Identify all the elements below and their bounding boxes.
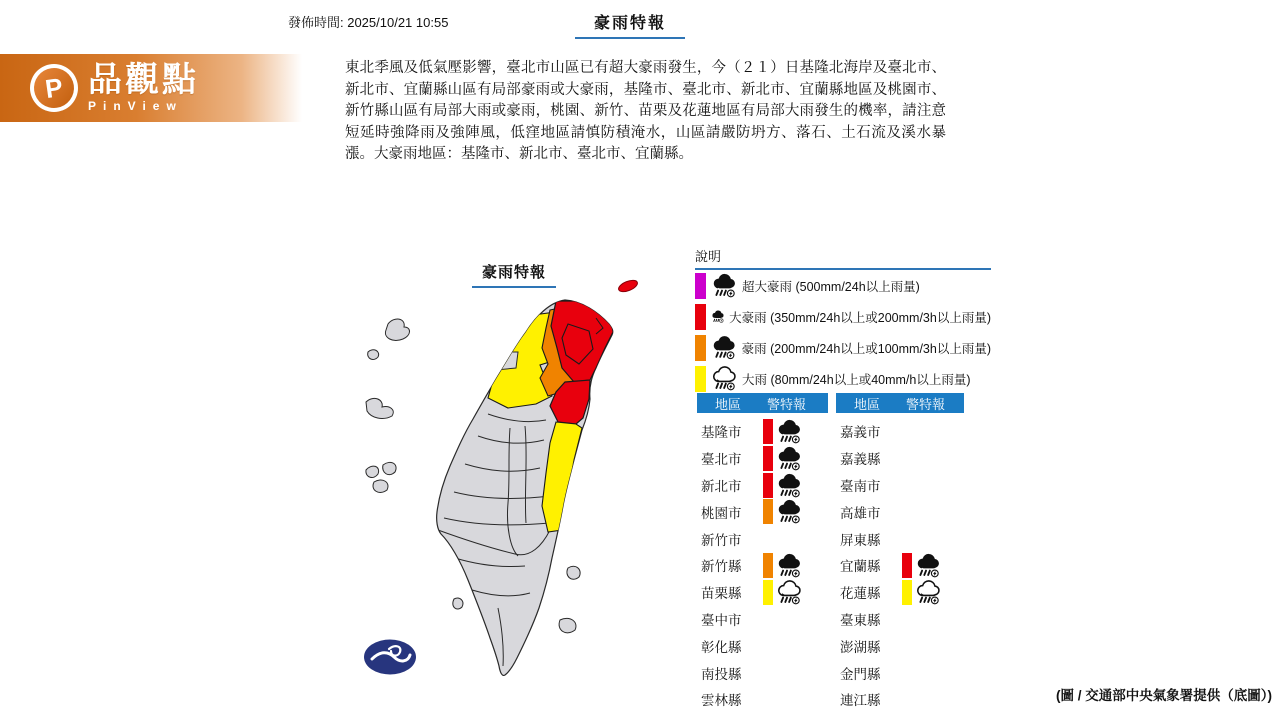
legend-rows: [695, 270, 991, 394]
page-title: 豪雨特報: [575, 10, 685, 39]
table-header: [697, 393, 828, 413]
brand-banner: [0, 54, 302, 122]
warning-level-bar: [763, 499, 773, 524]
table-row: [836, 445, 964, 472]
legend-item: [695, 301, 991, 332]
taiwan-map-svg: [360, 268, 690, 712]
legend-color-swatch: [695, 366, 706, 392]
legend-item-label: 大雨 (80mm/24h以上或40mm/h以上雨量): [742, 372, 971, 387]
table-row: [697, 525, 828, 552]
warning-level-bar: [763, 446, 773, 471]
pinview-logo-icon: [30, 64, 78, 112]
warning-cell: [763, 445, 803, 472]
warning-level-bar: [763, 419, 773, 444]
region-name: 南投縣: [701, 666, 742, 682]
legend-color-swatch: [695, 304, 706, 330]
legend-item: [695, 363, 991, 394]
warning-level-bar: [902, 580, 912, 605]
legend-item-label: 大豪雨 (350mm/24h以上或200mm/3h以上雨量): [729, 310, 991, 325]
dark-rain-cloud-icon: [776, 498, 803, 525]
column-header-warning: 警特報: [767, 396, 807, 412]
region-name: 宜蘭縣: [840, 559, 881, 575]
dark-rain-cloud-icon: [776, 472, 803, 499]
region-name: 雲林縣: [701, 693, 742, 709]
table-row: [836, 659, 964, 686]
dark-rain-cloud-icon: [915, 552, 942, 579]
table-row: [697, 632, 828, 659]
warning-level-bar: [763, 553, 773, 578]
legend-item: [695, 270, 991, 301]
region-name: 新竹市: [701, 532, 742, 548]
warning-cell: [763, 472, 803, 499]
table-body: [836, 418, 964, 713]
warning-cell: [763, 418, 803, 445]
column-header-warning: 警特報: [906, 396, 946, 412]
region-name: 臺北市: [701, 452, 742, 468]
legend-item: [695, 332, 991, 363]
light-rain-cloud-icon: [776, 579, 803, 606]
table-row: [697, 472, 828, 499]
warning-level-bar: [902, 553, 912, 578]
legend-color-swatch: [695, 273, 706, 299]
legend: [695, 246, 991, 394]
table-header: [836, 393, 964, 413]
table-row: [697, 606, 828, 633]
warning-cell: [763, 579, 803, 606]
region-name: 基隆市: [701, 425, 742, 441]
legend-title: 說明: [695, 246, 991, 270]
table-row: [836, 418, 964, 445]
region-name: 嘉義縣: [840, 452, 881, 468]
region-name: 苗栗縣: [701, 586, 742, 602]
column-header-region: 地區: [715, 396, 742, 412]
region-name: 金門縣: [840, 666, 881, 682]
table-row: [697, 445, 828, 472]
table-row: [697, 686, 828, 713]
map-title: 豪雨特報: [472, 261, 556, 288]
article-body: 東北季風及低氣壓影響，臺北市山區已有超大豪雨發生，今（２１）日基隆北海岸及臺北市、新北市、宜蘭縣山區有局部豪雨或大豪雨，基隆市、臺北市、新北市、宜蘭縣地區及桃園市、新竹縣山區有局部大雨或豪雨，桃園、新竹、苗栗及花蓮地區有局部大雨發生的機率，請注意短延時強降雨及強陣風，低窪地區請慎防積淹水，山區請嚴防坍方、落石、土石流及溪水暴漲。大豪雨地區：基隆市、新北市、臺北市、宜蘭縣。: [345, 60, 946, 162]
legend-color-swatch: [695, 335, 706, 361]
region-name: 臺中市: [701, 612, 742, 628]
region-name: 連江縣: [840, 693, 881, 709]
table-row: [836, 525, 964, 552]
warning-cell: [763, 552, 803, 579]
table-body: [697, 418, 828, 713]
table-row: [836, 498, 964, 525]
table-row: [836, 472, 964, 499]
table-row: [697, 498, 828, 525]
brand-name-en: PinView: [88, 99, 183, 113]
legend-item-label: 超大豪雨 (500mm/24h以上雨量): [742, 279, 920, 294]
dark-rain-cloud-icon: [776, 552, 803, 579]
keelung-islet: [617, 278, 639, 294]
taiwan-warning-map: [360, 268, 690, 712]
dark-rain-cloud-icon: [711, 303, 725, 330]
table-row: [836, 686, 964, 713]
light-rain-cloud-icon: [711, 365, 738, 392]
table-row: [697, 659, 828, 686]
region-name: 新竹縣: [701, 559, 742, 575]
region-name: 澎湖縣: [840, 639, 881, 655]
table-row: [836, 606, 964, 633]
brand-text: [88, 63, 199, 113]
table-row: [836, 579, 964, 606]
table-row: [697, 418, 828, 445]
region-name: 桃園市: [701, 505, 742, 521]
column-header-region: 地區: [854, 396, 881, 412]
warning-level-bar: [763, 580, 773, 605]
legend-item-label: 豪雨 (200mm/24h以上或100mm/3h以上雨量): [741, 341, 991, 356]
pinview-monogram: P: [31, 65, 76, 110]
region-name: 新北市: [701, 478, 742, 494]
region-name: 高雄市: [840, 505, 881, 521]
warning-table-right: [836, 393, 964, 713]
region-name: 臺南市: [840, 478, 881, 494]
region-name: 臺東縣: [840, 612, 881, 628]
brand-name-zh: 品觀點: [88, 61, 199, 99]
warning-cell: [763, 498, 803, 525]
dark-rain-cloud-icon: [711, 272, 738, 299]
light-rain-cloud-icon: [915, 579, 942, 606]
dark-rain-cloud-icon: [711, 334, 738, 361]
map-source-credit: (圖 / 交通部中央氣象署提供（底圖）): [1056, 688, 1272, 703]
table-row: [836, 632, 964, 659]
dark-rain-cloud-icon: [776, 445, 803, 472]
table-row: [697, 579, 828, 606]
table-row: [697, 552, 828, 579]
table-row: [836, 552, 964, 579]
region-name: 花蓮縣: [840, 586, 881, 602]
warning-cell: [902, 579, 942, 606]
region-name: 彰化縣: [701, 639, 742, 655]
dark-rain-cloud-icon: [776, 418, 803, 445]
warning-cell: [902, 552, 942, 579]
publish-time: 發佈時間: 2025/10/21 10:55: [288, 15, 449, 30]
warning-level-bar: [763, 473, 773, 498]
region-name: 屏東縣: [840, 532, 881, 548]
warning-table-left: [697, 393, 828, 713]
region-name: 嘉義市: [840, 425, 881, 441]
cwa-logo-icon: [364, 640, 416, 675]
